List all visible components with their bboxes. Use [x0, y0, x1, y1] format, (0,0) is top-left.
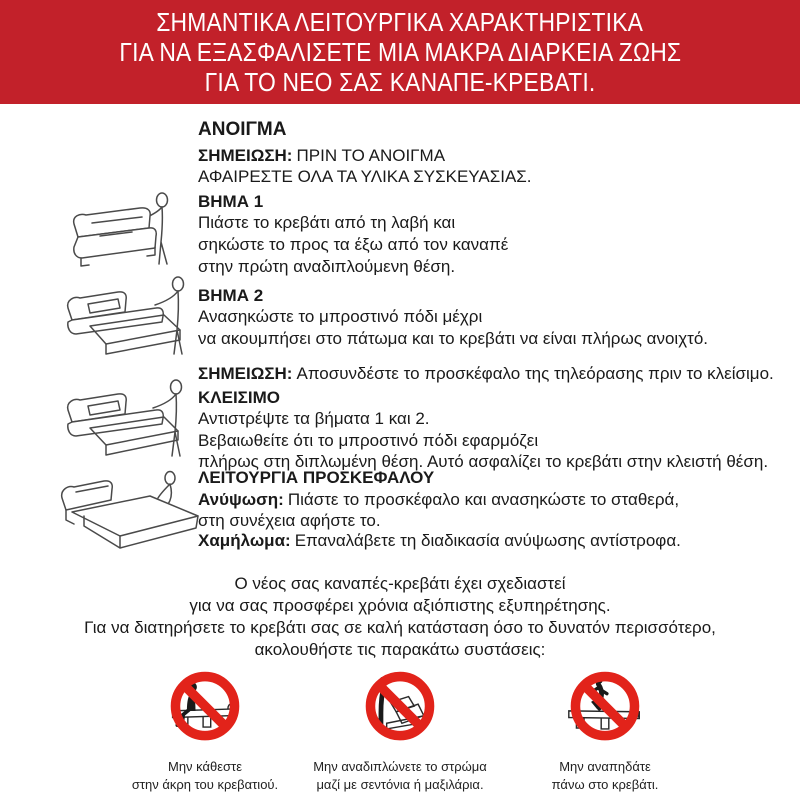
step1-title: ΒΗΜΑ 1	[198, 192, 264, 211]
headrest-title: ΛΕΙΤΟΥΡΓΙΑ ΠΡΟΣΚΕΦΑΛΟΥ	[198, 468, 435, 487]
note-text: ΠΡΙΝ ΤΟ ΑΝΟΙΓΜΑ	[296, 146, 446, 165]
sofa-bed-closing-illustration	[60, 376, 202, 460]
step2-line-2: να ακουμπήσει στο πάτωμα και το κρεβάτι να είναι πλήρως ανοιχτό.	[198, 329, 709, 348]
prohibition-caption: Μην αναδιπλώνετε το στρώμα μαζί με σεντόνια ή μαξιλάρια.	[313, 759, 487, 792]
care-intro-line-1: Ο νέος σας καναπές-κρεβάτι έχει σχεδιαστεί	[234, 574, 566, 593]
prohibition-jump-on-bed	[500, 668, 710, 794]
banner-line-3: ΓΙΑ ΤΟ ΝΕΟ ΣΑΣ ΚΑΝΑΠΕ-ΚΡΕΒΑΤΙ.	[204, 67, 596, 97]
banner-line-1: ΣΗΜΑΝΤΙΚΑ ΛΕΙΤΟΥΡΓΙΚΑ ΧΑΡΑΚΤΗΡΙΣΤΙΚΑ	[156, 7, 644, 37]
tv-note-text: Αποσυνδέστε το προσκέφαλο της τηλεόρασης πριν το κλείσιμο.	[296, 364, 774, 383]
headrest-raise-line-2: στη συνέχεια αφήστε το.	[198, 511, 381, 530]
step2-line-1: Ανασηκώστε το μπροστινό πόδι μέχρι	[198, 307, 483, 326]
opening-note-line-1	[198, 146, 445, 166]
care-intro-line-3: Για να διατηρήσετε το κρεβάτι σας σε καλή κατάσταση όσο το δυνατόν περισσότερο,	[84, 618, 716, 637]
tv-note	[198, 364, 774, 384]
lower-label: Χαμήλωμα:	[198, 531, 291, 550]
closing-line-1: Αντιστρέψτε τα βήματα 1 και 2.	[198, 409, 430, 428]
header-banner	[0, 0, 800, 104]
raise-text: Πιάστε το προσκέφαλο και ανασηκώστε το σταθερά,	[287, 490, 680, 509]
no-sitting-on-bed-edge-icon	[163, 668, 247, 753]
prohibition-caption: Μην κάθεστε στην άκρη του κρεβατιού.	[131, 759, 279, 792]
headrest-raise-line-1	[198, 490, 679, 510]
care-intro-line-4: ακολουθήστε τις παρακάτω συστάσεις:	[254, 640, 546, 659]
closing-title: ΚΛΕΙΣΙΜΟ	[198, 388, 280, 407]
sofa-bed-open-headrest-illustration	[52, 458, 204, 554]
prohibition-fold-with-bedding	[295, 668, 505, 794]
closing-line-3: πλήρως στη διπλωμένη θέση. Αυτό ασφαλίζει το κρεβάτι στην κλειστή θέση.	[198, 452, 769, 471]
opening-note-line-2: ΑΦΑΙΡΕΣΤΕ ΟΛΑ ΤΑ ΥΛΙΚΑ ΣΥΣΚΕΥΑΣΙΑΣ.	[198, 167, 532, 186]
prohibition-sit-on-edge	[100, 668, 310, 794]
note-label: ΣΗΜΕΙΩΣΗ:	[198, 146, 293, 165]
raise-label: Ανύψωση:	[198, 490, 284, 509]
no-folding-mattress-with-bedding-icon	[358, 668, 442, 753]
tv-note-label: ΣΗΜΕΙΩΣΗ:	[198, 364, 293, 383]
lower-text: Επαναλάβετε τη διαδικασία ανύψωσης αντίστροφα.	[294, 531, 681, 550]
banner-line-2: ΓΙΑ ΝΑ ΕΞΑΣΦΑΛΙΣΕΤΕ ΜΙΑ ΜΑΚΡΑ ΔΙΑΡΚΕΙΑ ΖΩΗΣ	[119, 37, 681, 67]
headrest-lower-line	[198, 531, 681, 551]
sofa-bed-unfold-leg-illustration	[60, 272, 202, 358]
step1-line-3: στην πρώτη αναδιπλούμενη θέση.	[198, 257, 456, 276]
sofa-bed-pull-out-illustration	[62, 190, 196, 270]
no-jumping-on-bed-icon	[563, 668, 647, 753]
care-intro-line-2: για να σας προσφέρει χρόνια αξιόπιστης εξυπηρέτησης.	[189, 596, 611, 615]
step1-line-1: Πιάστε το κρεβάτι από τη λαβή και	[198, 213, 456, 232]
opening-title: ΑΝΟΙΓΜΑ	[198, 119, 287, 140]
closing-line-2: Βεβαιωθείτε ότι το μπροστινό πόδι εφαρμόζει	[198, 431, 539, 450]
step1-line-2: σηκώστε το προς τα έξω από τον καναπέ	[198, 235, 509, 254]
prohibition-caption: Μην αναπηδάτε πάνω στο κρεβάτι.	[551, 759, 659, 792]
step2-title: ΒΗΜΑ 2	[198, 286, 264, 305]
